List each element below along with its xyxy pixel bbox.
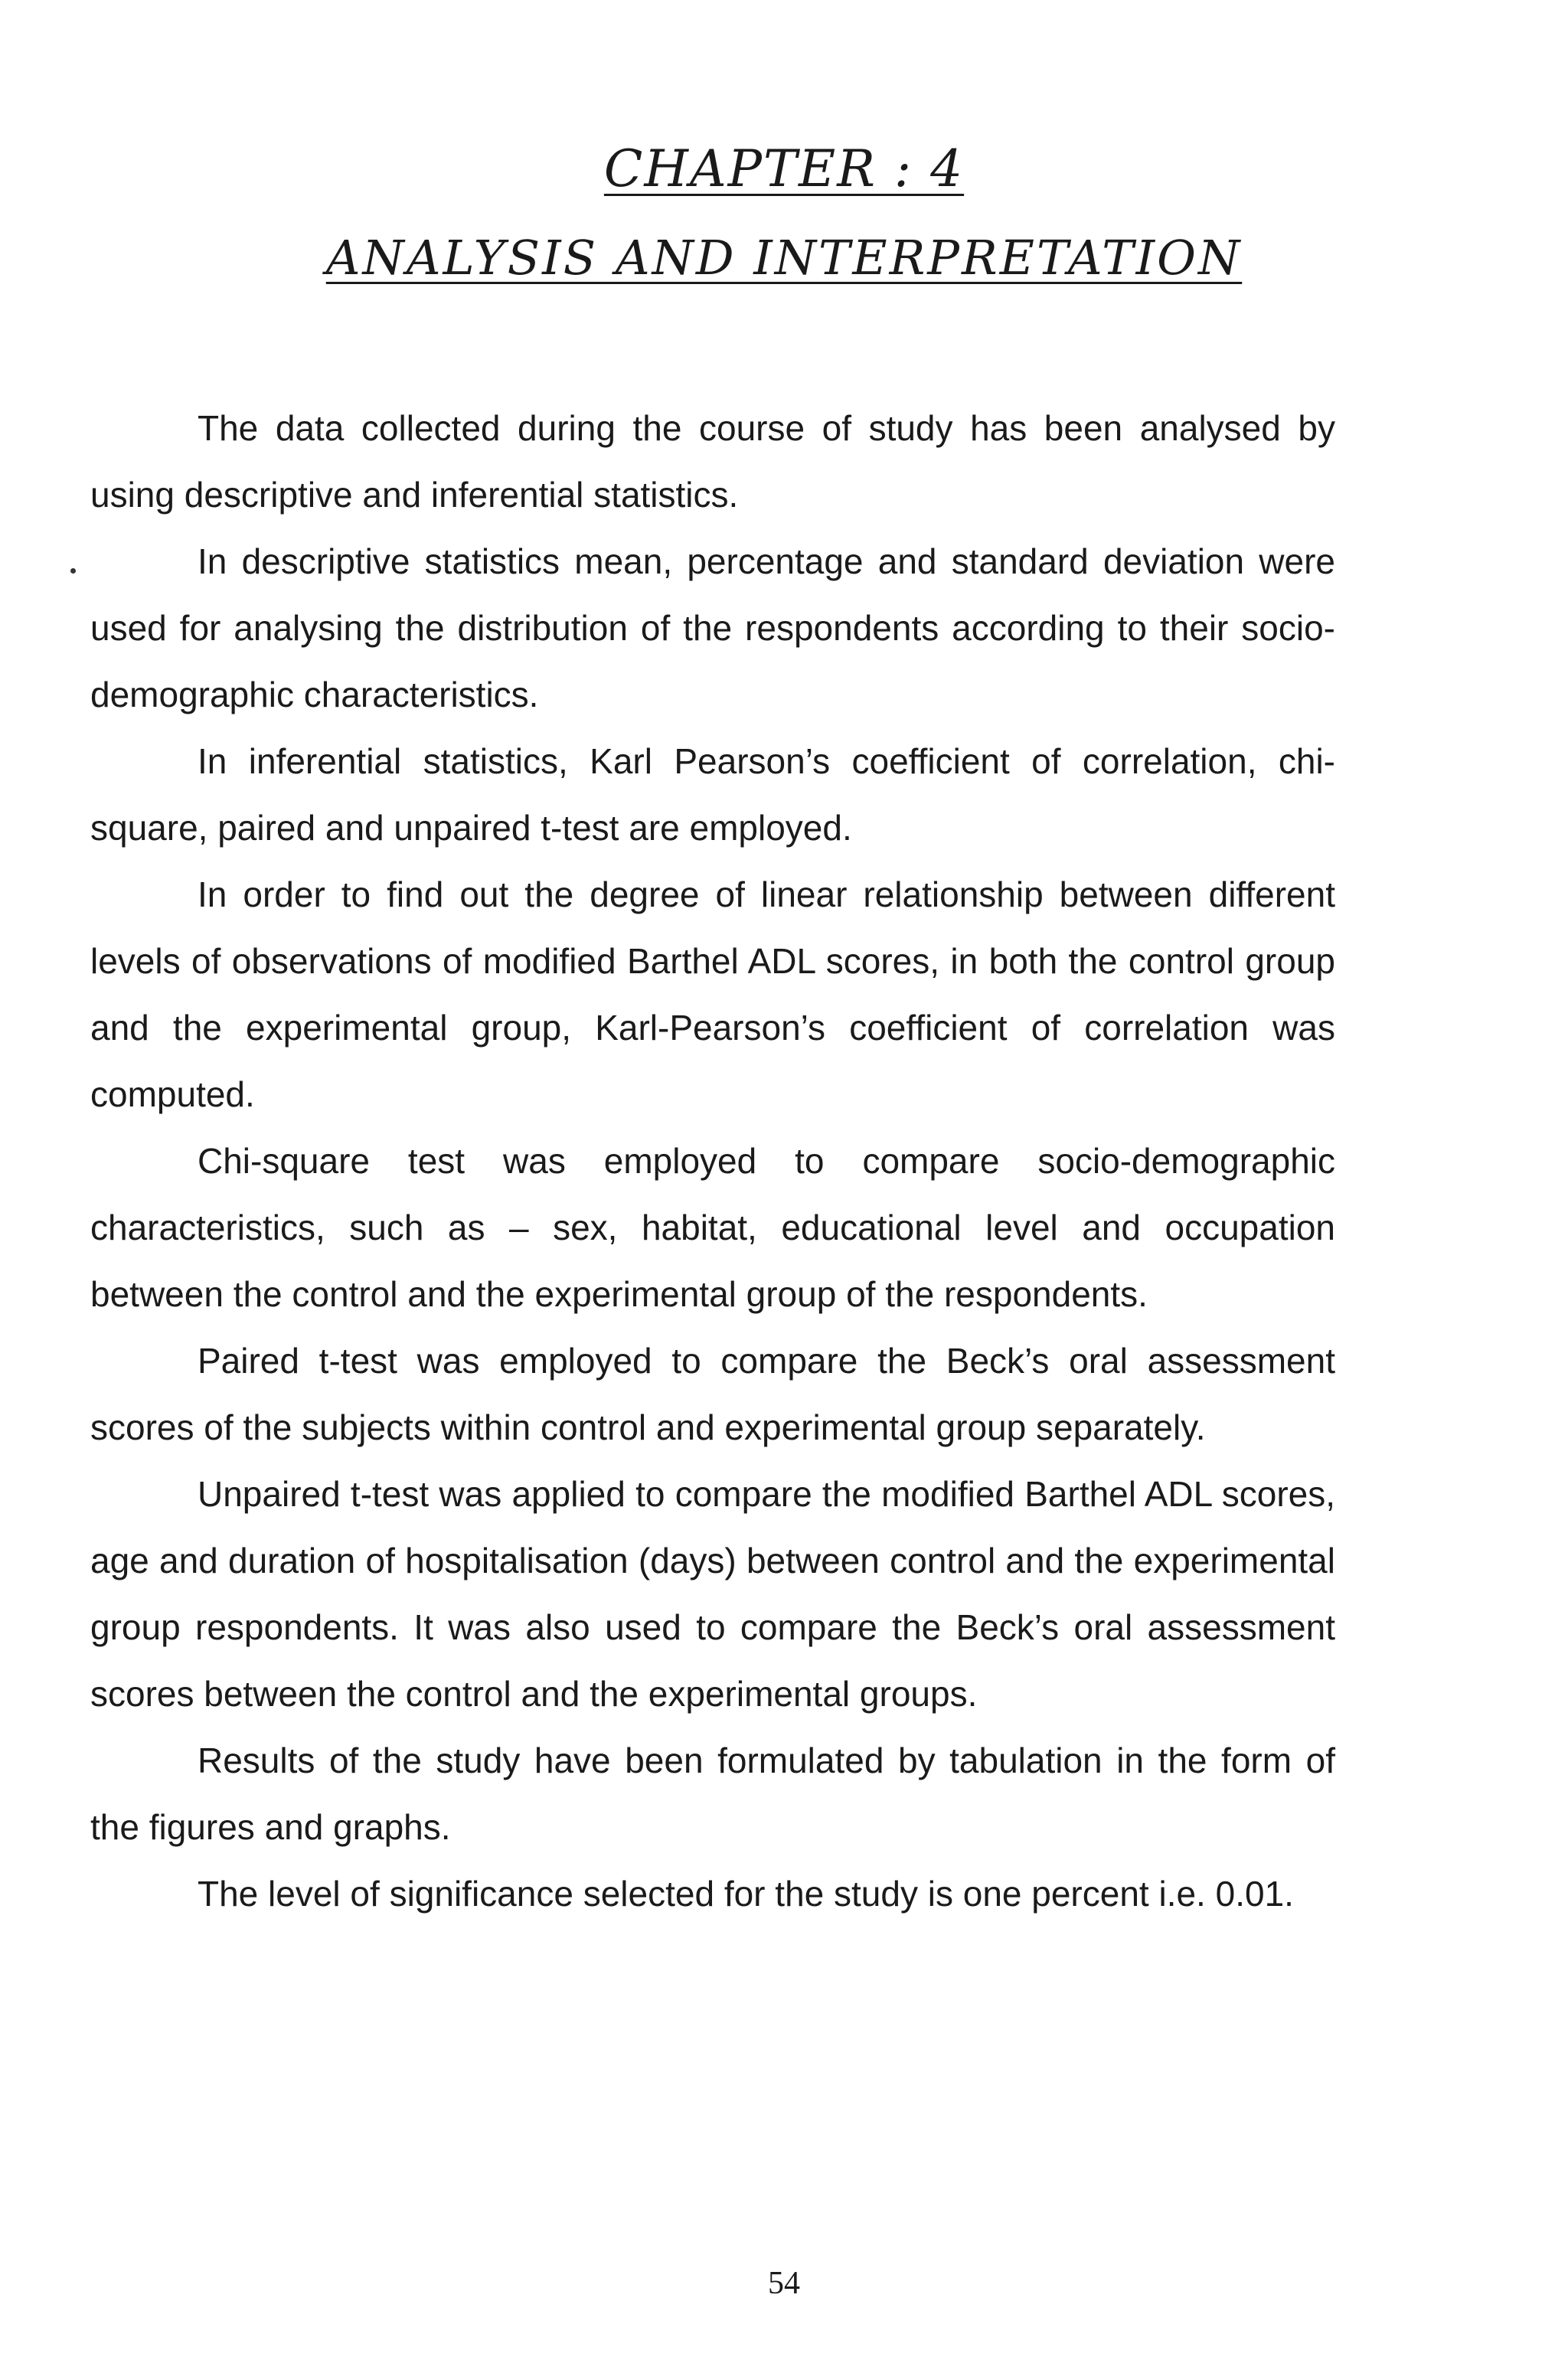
chapter-title: CHAPTER : 4 [603,139,965,198]
paragraph-intro: The data collected during the course of study has been analysed by using descriptive and inferential statistics. [90,408,1335,515]
paragraph-correlation: In order to find out the degree of linear relationship between different levels of observations of modified Barthel ADL scores, in both the control group and the experimental group, Karl-Pearson’s coefficient of correlation was computed. [90,874,1335,1114]
page-number: 54 [768,2266,800,2301]
paragraph-unpaired-t-test: Unpaired t-test was applied to compare the modified Barthel ADL scores, age and duration of hospitalisation (days) between control and the experimental group respondents. It was also used to compare the Beck’s oral assessment scores between the control and the experimental groups. [90,1474,1335,1714]
paragraph-inferential: In inferential statistics, Karl Pearson’s coefficient of correlation, chi-square, paired and unpaired t-test are employed. [90,741,1335,848]
stray-mark [70,568,76,574]
paragraph-chi-square: Chi-square test was employed to compare socio-demographic characteristics, such as – sex, habitat, educational level and occupation between the control and the experimental group of the respondents. [90,1141,1335,1314]
body-text [90,395,1335,1927]
paragraph-paired-t-test: Paired t-test was employed to compare the Beck’s oral assessment scores of the subjects within control and experimental group separately. [90,1341,1335,1447]
chapter-subtitle: ANALYSIS AND INTERPRETATION [325,230,1243,286]
paragraph-results: Results of the study have been formulated by tabulation in the form of the figures and graphs. [90,1741,1335,1847]
paragraph-significance: The level of significance selected for the study is one percent i.e. 0.01. [198,1874,1294,1914]
paragraph-descriptive: In descriptive statistics mean, percentage and standard deviation were used for analysing the distribution of the respondents according to their socio-demographic characteristics. [90,541,1335,714]
